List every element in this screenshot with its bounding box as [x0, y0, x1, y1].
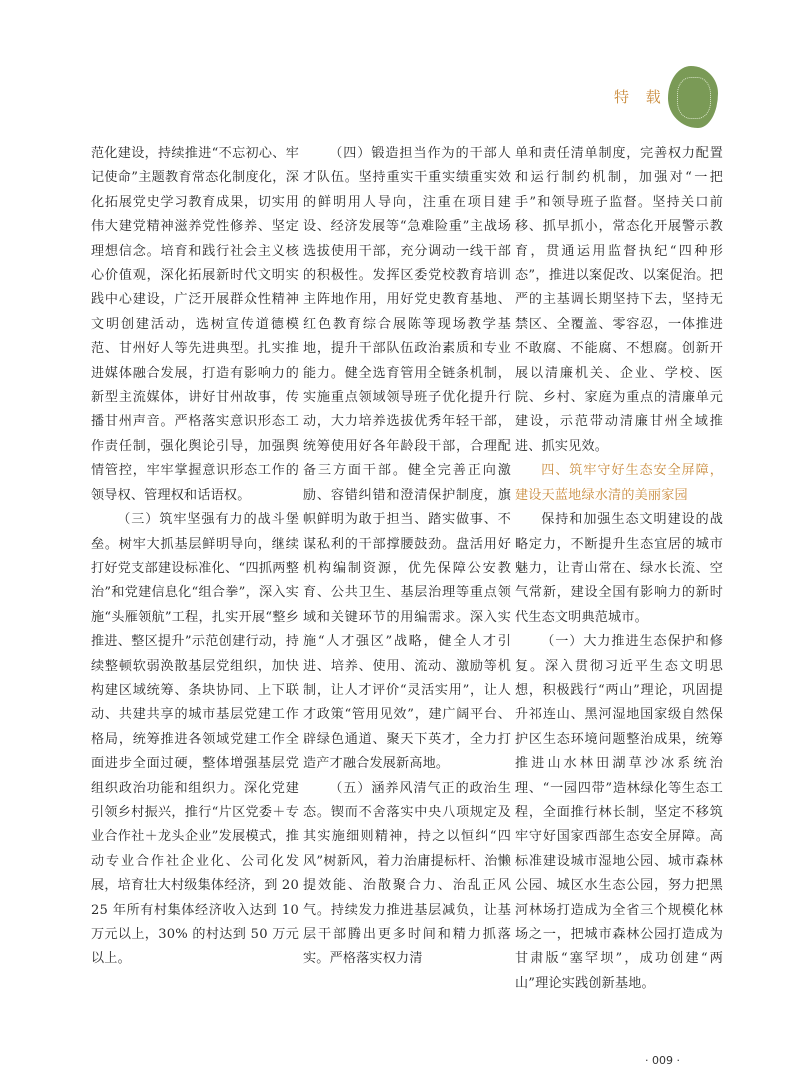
- paragraph: （三）筑牢坚强有力的战斗堡垒。树牢大抓基层鲜明导向，继续打好党支部建设标准化、“四抓两整治”和党建信息化“组合拳”，深入实施“头雁领航”工程，扎实开展“整乡推进、整区提升”示范创建行动，持续整顿软弱涣散基层党组织，加快构建区域统筹、条块协同、上下联动、共建共享的城市基层党建工作格局，统筹推进各领域党建工作全面进步全面过硬，整体增强基层党组织政治功能和组织力。深化党建引领乡村振兴，推行“片区党委＋专业合作社＋龙头企业”发展模式，推动专业合作社企业化、公司化发展，培育壮大村级集体经济，到 2025 年所有村集体经济收入达到 10 万元以上，30% 的村达到 50 万元以上。: [91, 512, 299, 967]
- paragraph: 保持和加强生态文明建设的战略定力，不断提升生态宜居的城市魅力，让青山常在、绿水长流、空气常新，建设全国有影响力的新时代生态文明典范城市。: [515, 512, 723, 625]
- paragraph: （四）锻造担当作为的干部人才队伍。坚持重实干重实绩重实效的鲜明用人导向，注重在项目建设、经济发展等“急难险重”主战场选拔使用干部，充分调动一线干部的积极性。发挥区委党校教育培训主阵地作用，用好党史教育基地、红色教育综合展陈等现场教学基地，提升干部队伍政治素质和专业能力。健全选育管用全链条机制，实施重点领域领导班子优化提升行动，大力培养选拔优秀年轻干部，统筹使用好各年龄段干部，合理配备三方面干部。健全完善正向激励、容错纠错和澄清保护制度，旗帜鲜明为敢于担当、踏实做事、不谋私利的干部撑腰鼓劲。盘活用好机构编制资源，优先保障公安教育、公共卫生、基层治理等重点领域和关键环节的用编需求。深入实施“人才强区”战略，健全人才引进、培养、使用、流动、激励等机制，让人才评价“灵活实用”，让人才政策“管用见效”，建广阔平台、辟绿色通道、聚天下英才，全力打造产才融合发展新高地。: [303, 146, 511, 772]
- section-heading: 四、筑牢守好生态安全屏障，建设天蓝地绿水清的美丽家园: [515, 463, 723, 503]
- text-column-3: [515, 142, 723, 996]
- page-number: · 009 ·: [645, 1054, 680, 1067]
- paragraph: 范化建设，持续推进“不忘初心、牢记使命”主题教育常态化制度化，深化拓展党史学习教育成果，切实用伟大建党精神滋养党性修养、坚定理想信念。培育和践行社会主义核心价值观，深化拓展新时代文明实践中心建设，广泛开展群众性精神文明创建活动，选树宣传道德模范、甘州好人等先进典型。扎实推进媒体融合发展，打造有影响力的新型主流媒体，讲好甘州故事，传播甘州声音。严格落实意识形态工作责任制，强化舆论引导，加强舆情管控，牢牢掌握意识形态工作的领导权、管理权和话语权。: [91, 146, 299, 503]
- paragraph: 单和责任清单制度，完善权力配置和运行制约机制，加强对“一把手”和领导班子监督。坚持关口前移、抓早抓小，常态化开展警示教育，贯通运用监督执纪“四种形态”，推进以案促改、以案促治。把严的主基调长期坚持下去，坚持无禁区、全覆盖、零容忍，一体推进不敢腐、不能腐、不想腐。创新开展以清廉机关、企业、学校、医院、乡村、家庭为重点的清廉单元建设，示范带动清廉甘州全域推进、抓实见效。: [515, 146, 723, 454]
- text-column-2: [303, 142, 511, 972]
- seal-logo-icon: [668, 66, 718, 128]
- text-column-1: [91, 142, 299, 972]
- section-title: 特 载: [614, 88, 667, 106]
- paragraph: （五）涵养风清气正的政治生态。锲而不舍落实中央八项规定及其实施细则精神，持之以恒纠“四风”树新风，着力治庸提标杆、治懒提效能、治散聚合力、治乱正风气。持续发力推进基层减负，让基层干部腾出更多时间和精力抓落实。严格落实权力清: [303, 780, 511, 967]
- paragraph: （一）大力推进生态保护和修复。深入贯彻习近平生态文明思想，积极践行“两山”理论，巩固提升祁连山、黑河湿地国家级自然保护区生态环境问题整治成果，统筹推进山水林田湖草沙冰系统治理、“一园四带”造林绿化等生态工程，全面推行林长制，坚定不移筑牢守好国家西部生态安全屏障。高标准建设城市湿地公园、城市森林公园、城区水生态公园，努力把黑河林场打造成为全省三个规模化林场之一，把城市森林公园打造成为甘肃版“塞罕坝”，成功创建“两山”理论实践创新基地。: [515, 634, 723, 991]
